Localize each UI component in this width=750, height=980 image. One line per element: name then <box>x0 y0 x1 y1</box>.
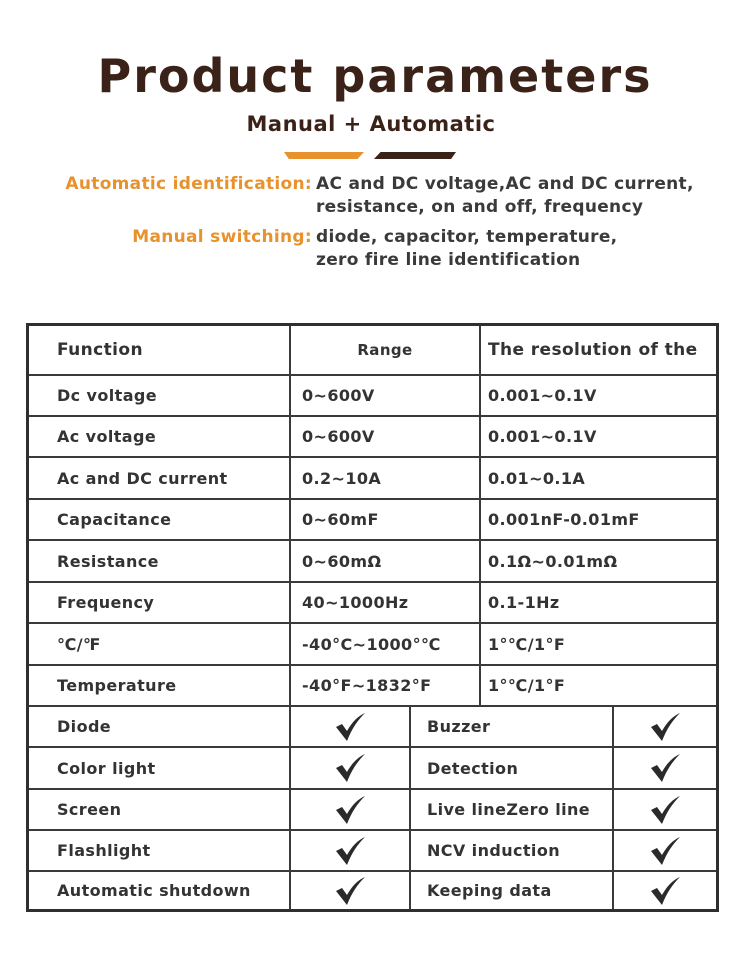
range-cell: 0.2~10A <box>291 458 481 500</box>
check-icon <box>334 836 366 866</box>
feature-name: NCV induction <box>411 831 614 872</box>
spec-automatic-line: AC and DC voltage,AC and DC current, <box>316 174 694 194</box>
feature-name: Keeping data <box>411 872 614 909</box>
table-row <box>29 624 716 666</box>
feature-name: Color light <box>29 748 291 790</box>
feature-name: Screen <box>29 790 291 831</box>
table-row <box>29 417 716 458</box>
parameters-table <box>26 323 719 912</box>
header-resolution: The resolution of the <box>481 326 716 376</box>
resolution-cell: 0.001~0.1V <box>481 417 716 458</box>
spec-automatic-label: Automatic identification: <box>65 174 312 194</box>
function-cell: Ac and DC current <box>29 458 291 500</box>
feature-row <box>29 790 716 831</box>
feature-name: Detection <box>411 748 614 790</box>
range-cell: 0~60mF <box>291 500 481 541</box>
check-icon <box>334 712 366 742</box>
table-row <box>29 500 716 541</box>
table-row <box>29 376 716 417</box>
resolution-cell: 0.001nF-0.01mF <box>481 500 716 541</box>
header-range: Range <box>291 326 481 376</box>
check-cell <box>291 831 411 872</box>
check-icon <box>649 753 681 783</box>
function-cell: Resistance <box>29 541 291 583</box>
check-cell <box>614 790 716 831</box>
function-cell: Temperature <box>29 666 291 707</box>
feature-name: Automatic shutdown <box>29 872 291 909</box>
range-cell: -40°F~1832°F <box>291 666 481 707</box>
feature-row <box>29 872 716 909</box>
spec-automatic-value <box>316 173 736 219</box>
check-icon <box>334 876 366 906</box>
check-icon <box>334 753 366 783</box>
spec-automatic-line: resistance, on and off, frequency <box>316 197 644 217</box>
spec-automatic <box>0 173 736 219</box>
resolution-cell: 0.1Ω~0.01mΩ <box>481 541 716 583</box>
decorative-bar-brown <box>374 152 456 159</box>
feature-name: Live lineZero line <box>411 790 614 831</box>
check-cell <box>291 707 411 748</box>
feature-row <box>29 831 716 872</box>
check-icon <box>649 795 681 825</box>
feature-row <box>29 748 716 790</box>
range-cell: 40~1000Hz <box>291 583 481 624</box>
resolution-cell: 0.01~0.1A <box>481 458 716 500</box>
resolution-cell: 0.1-1Hz <box>481 583 716 624</box>
spec-manual <box>0 226 736 272</box>
table-row <box>29 666 716 707</box>
resolution-cell: 0.001~0.1V <box>481 376 716 417</box>
range-cell: 0~600V <box>291 417 481 458</box>
range-cell: -40°C~1000°℃ <box>291 624 481 666</box>
page-title: Product parameters <box>97 49 653 103</box>
check-icon <box>649 712 681 742</box>
spec-manual-label: Manual switching: <box>132 227 312 247</box>
resolution-cell: 1°℃/1°F <box>481 666 716 707</box>
function-cell: Ac voltage <box>29 417 291 458</box>
feature-name: Buzzer <box>411 707 614 748</box>
check-icon <box>649 836 681 866</box>
check-cell <box>291 748 411 790</box>
range-cell: 0~60mΩ <box>291 541 481 583</box>
feature-name: Flashlight <box>29 831 291 872</box>
function-cell: Dc voltage <box>29 376 291 417</box>
spec-manual-line: zero fire line identification <box>316 250 581 270</box>
range-cell: 0~600V <box>291 376 481 417</box>
check-cell <box>614 831 716 872</box>
spec-manual-value <box>316 226 736 272</box>
table-header-row <box>29 326 716 376</box>
check-cell <box>291 872 411 909</box>
check-cell <box>614 748 716 790</box>
feature-row <box>29 707 716 748</box>
resolution-cell: 1°℃/1°F <box>481 624 716 666</box>
function-cell: Capacitance <box>29 500 291 541</box>
header-function: Function <box>29 326 291 376</box>
check-cell <box>614 707 716 748</box>
spec-manual-line: diode, capacitor, temperature, <box>316 227 618 247</box>
page-subtitle: Manual + Automatic <box>246 112 496 136</box>
check-cell <box>291 790 411 831</box>
function-cell: Frequency <box>29 583 291 624</box>
decorative-bar-orange <box>284 152 364 159</box>
feature-name: Diode <box>29 707 291 748</box>
function-cell: ℃/℉ <box>29 624 291 666</box>
check-icon <box>649 876 681 906</box>
table-row <box>29 541 716 583</box>
check-cell <box>614 872 716 909</box>
table-row <box>29 583 716 624</box>
table-row <box>29 458 716 500</box>
check-icon <box>334 795 366 825</box>
